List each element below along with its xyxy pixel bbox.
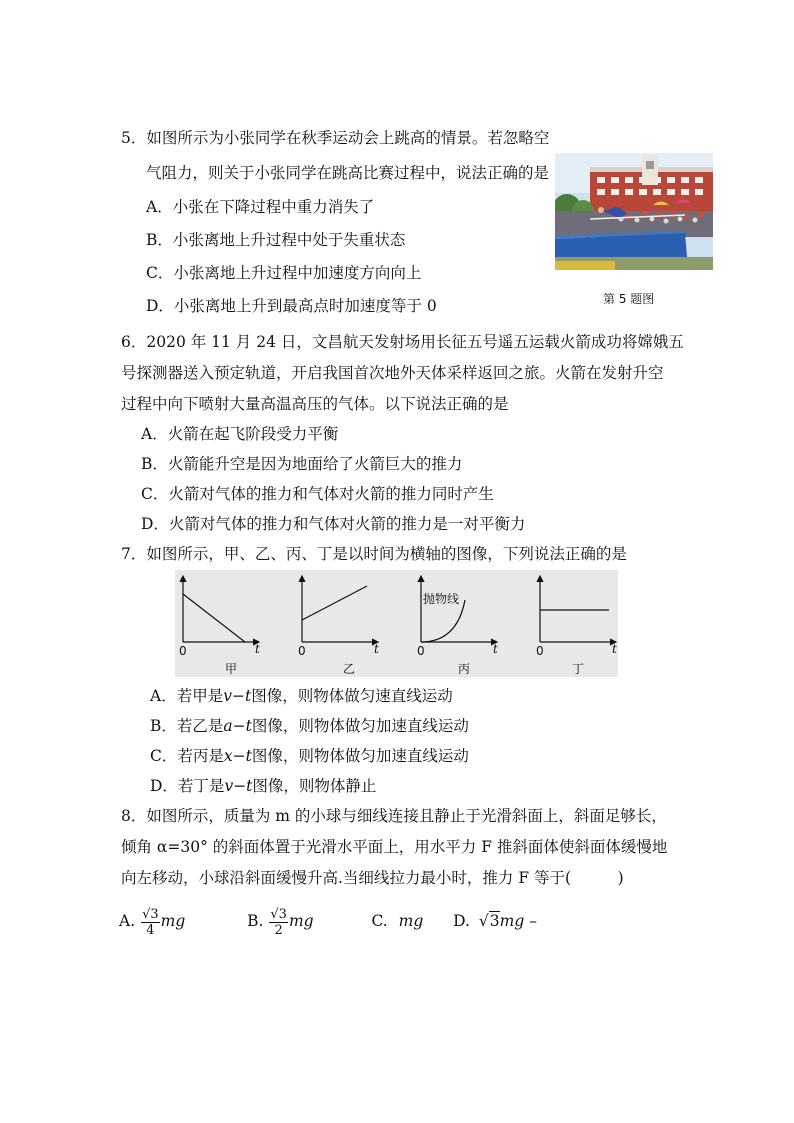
graph-ding bbox=[540, 576, 616, 642]
origin-label: 0 bbox=[417, 644, 425, 658]
q7-option-d bbox=[150, 776, 376, 796]
graph-name-yi: 乙 bbox=[343, 662, 356, 676]
q8-option-b: B. $\frac{√3}{2}$ mg bbox=[247, 906, 314, 938]
q7-option-c-pre: C．若丙是 bbox=[150, 747, 224, 765]
q5-option-d: D．小张离地上升到最高点时加速度等于 0 bbox=[146, 297, 437, 315]
q7-option-d-pre: D．若丁是 bbox=[150, 777, 225, 795]
t-axis-label: t bbox=[612, 642, 617, 656]
q7-option-b-post: 图像，则物体做匀加速直线运动 bbox=[251, 717, 469, 735]
graph-name-jia: 甲 bbox=[225, 662, 238, 676]
t-axis-label: t bbox=[493, 642, 498, 656]
q6-stem-line1: 6．2020 年 11 月 24 日，文昌航天发射场用长征五号遥五运载火箭成功将嫦娥五 bbox=[121, 333, 684, 351]
q8-option-a: A. $\frac{√3}{4}$ mg bbox=[119, 906, 186, 938]
q8-stem-line1: 8．如图所示，质量为 m 的小球与细线连接且静止于光滑斜面上，斜面足够长， bbox=[121, 807, 667, 825]
q7-option-a-post: 图像，则物体做匀速直线运动 bbox=[251, 687, 453, 705]
parabola-label: 抛物线 bbox=[423, 592, 460, 606]
q6-stem-line3: 过程中向下喷射大量高温高压的气体。以下说法正确的是 bbox=[121, 395, 509, 413]
graph-jia-line bbox=[183, 594, 245, 642]
origin-label: 0 bbox=[298, 644, 306, 658]
graph-yi-line bbox=[302, 586, 367, 620]
q7-option-a-pre: A．若甲是 bbox=[150, 687, 224, 705]
q5-stem-line2: 气阻力，则关于小张同学在跳高比赛过程中，说法正确的是 bbox=[146, 164, 550, 182]
t-axis-label: t bbox=[255, 642, 260, 656]
graph-name-bing: 丙 bbox=[458, 662, 471, 676]
q5-option-c: C．小张离地上升过程中加速度方向向上 bbox=[146, 264, 422, 282]
graph-name-ding: 丁 bbox=[572, 662, 585, 676]
q8-options-row bbox=[119, 903, 537, 939]
fraction: $\frac{√3}{4}$ bbox=[142, 906, 159, 938]
q7-stem-line1: 7．如图所示，甲、乙、丙、丁是以时间为横轴的图像，下列说法正确的是 bbox=[121, 545, 627, 563]
q7-option-c-post: 图像，则物体做匀加速直线运动 bbox=[251, 747, 469, 765]
q6-option-b: B．火箭能升空是因为地面给了火箭巨大的推力 bbox=[141, 455, 463, 473]
q7-option-c-var: x−t bbox=[223, 747, 252, 765]
q5-stem-line1: 5．如图所示为小张同学在秋季运动会上跳高的情景。若忽略空 bbox=[121, 129, 550, 147]
origin-label: 0 bbox=[179, 644, 187, 658]
graph-jia bbox=[183, 576, 259, 642]
q6-option-c: C．火箭对气体的推力和气体对火箭的推力同时产生 bbox=[141, 485, 494, 503]
sqrt-icon: √ bbox=[478, 912, 489, 930]
q6-option-a: A．火箭在起飞阶段受力平衡 bbox=[141, 425, 339, 443]
q8-stem-line2: 倾角 α=30° 的斜面体置于光滑水平面上，用水平力 F 推斜面体使斜面体缓慢地 bbox=[121, 838, 668, 856]
graph-yi bbox=[302, 576, 378, 642]
q7-option-a-var: v−t bbox=[223, 687, 252, 705]
fraction: $\frac{√3}{2}$ bbox=[270, 906, 287, 938]
q8-stem-line3: 向左移动，小球沿斜面缓慢升高.当细线拉力最小时，推力 F 等于( ) bbox=[121, 869, 624, 887]
q7-graphs-panel bbox=[175, 570, 618, 677]
q5-option-b: B．小张离地上升过程中处于失重状态 bbox=[146, 231, 406, 249]
q7-option-d-var: v−t bbox=[224, 777, 253, 795]
q7-option-b bbox=[150, 716, 469, 736]
q8-option-d: D. √3mg – bbox=[453, 912, 537, 930]
origin-label: 0 bbox=[536, 644, 544, 658]
high-jump-photo bbox=[555, 153, 713, 270]
q8-option-c: C. mg bbox=[371, 912, 424, 930]
q6-stem-line2: 号探测器送入预定轨道，开启我国首次地外天体采样返回之旅。火箭在发射升空 bbox=[121, 364, 664, 382]
q5-figure-caption: 第 5 题图 bbox=[603, 292, 655, 306]
q7-option-d-post: 图像，则物体静止 bbox=[252, 777, 377, 795]
q7-option-b-var: a−t bbox=[223, 717, 252, 735]
q5-option-a: A．小张在下降过程中重力消失了 bbox=[146, 198, 375, 216]
t-axis-label: t bbox=[374, 642, 379, 656]
q7-option-a bbox=[150, 686, 453, 706]
q7-option-c bbox=[150, 746, 469, 766]
q6-option-d: D．火箭对气体的推力和气体对火箭的推力是一对平衡力 bbox=[141, 515, 526, 533]
q7-option-b-pre: B．若乙是 bbox=[150, 717, 224, 735]
graph-bing bbox=[421, 576, 497, 642]
